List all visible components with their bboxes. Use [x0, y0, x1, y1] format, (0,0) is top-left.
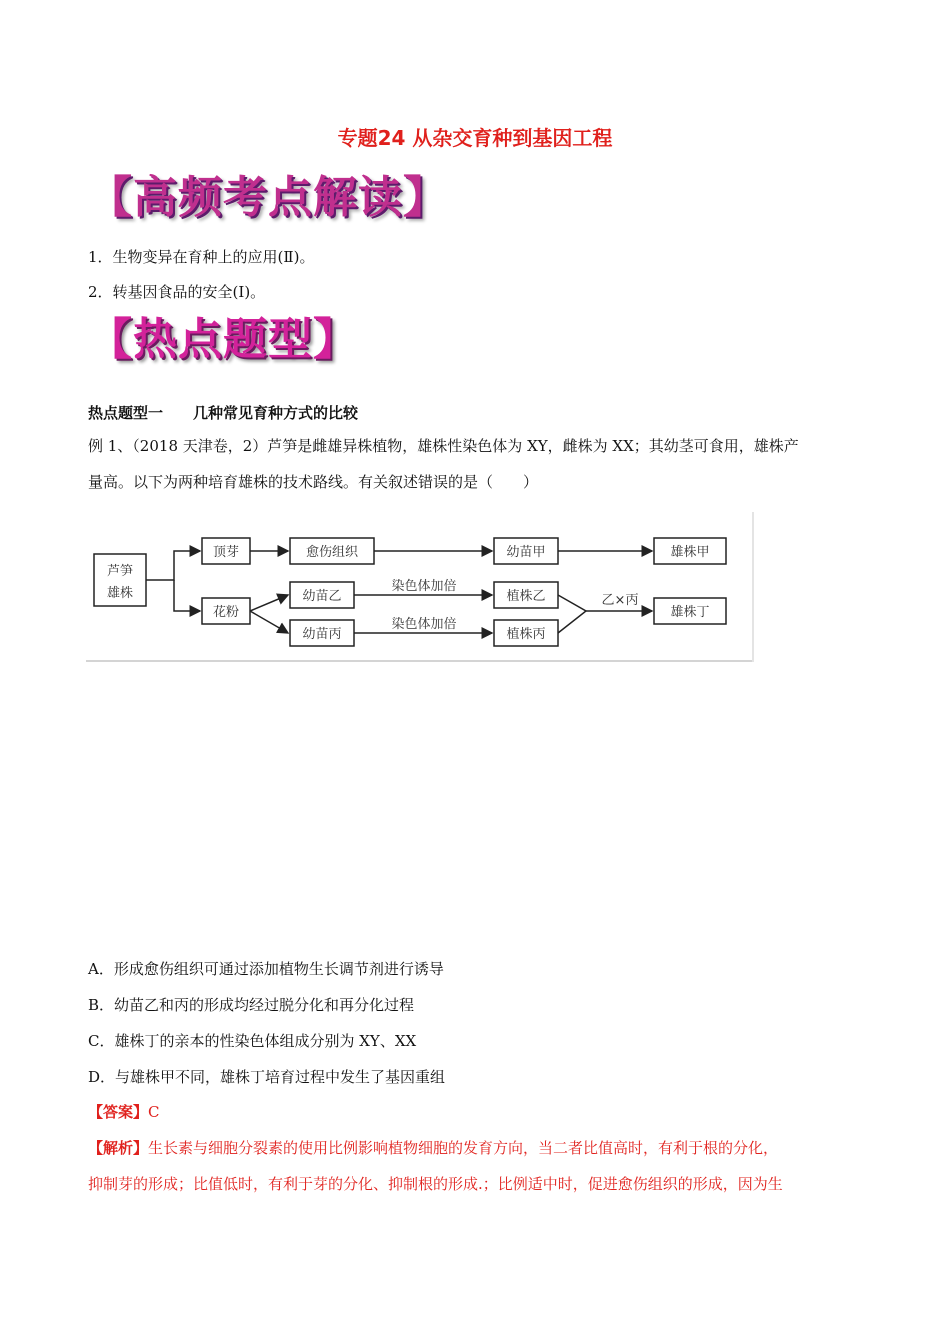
banner-redian-tixing: 【热点题型】	[88, 314, 358, 365]
option-d: D．与雄株甲不同，雄株丁培育过程中发生了基因重组	[88, 1068, 446, 1086]
label-dingya: 顶芽	[212, 545, 240, 560]
analysis-block	[88, 1130, 868, 1202]
diagram-right-border	[752, 512, 754, 662]
label-huafen: 花粉	[212, 605, 240, 620]
label-jiabei-2: 染色体加倍	[391, 617, 457, 632]
example-stem-line-1: 例 1、（2018 天津卷，2）芦笋是雌雄异株植物，雄株性染色体为 XY，雌株为 XX；其幼茎可食用，雄株产	[88, 437, 799, 455]
answer-row	[88, 1101, 160, 1123]
section-heading: 热点题型一 几种常见育种方式的比较	[88, 404, 359, 422]
label-zhizhu-yi: 植株乙	[506, 589, 546, 604]
label-cross: 乙×丙	[601, 593, 639, 608]
diagram-bottom-border	[86, 660, 754, 662]
page-title: 专题24 从杂交育种到基因工程	[337, 126, 613, 150]
label-youmiao-jia: 幼苗甲	[506, 545, 546, 560]
label-start-2: 雄株	[106, 586, 134, 601]
kaodian-item-1: 1．生物变异在育种上的应用(Ⅱ)。	[88, 248, 315, 266]
kaodian-item-2: 2．转基因食品的安全(Ⅰ)。	[88, 283, 266, 301]
answer-label: 【答案】	[88, 1103, 149, 1121]
option-b: B．幼苗乙和丙的形成均经过脱分化和再分化过程	[88, 996, 415, 1014]
label-youmiao-bing: 幼苗丙	[302, 627, 342, 642]
label-yushang: 愈伤组织	[305, 545, 359, 560]
label-start-1: 芦笋	[106, 564, 134, 579]
answer-value: C	[148, 1103, 160, 1121]
example-stem-line-2: 量高。以下为两种培育雄株的技术路线。有关叙述错误的是（ ）	[88, 473, 539, 491]
label-xiongzhu-jia: 雄株甲	[670, 545, 710, 560]
banner-gaopin-kaodian: 【高频考点解读】	[88, 172, 448, 223]
analysis-label: 【解析】	[88, 1139, 149, 1157]
option-a: A．形成愈伤组织可通过添加植物生长调节剂进行诱导	[88, 960, 444, 978]
option-c: C．雄株丁的亲本的性染色体组成分别为 XY、XX	[88, 1032, 417, 1050]
analysis-line-1: 生长素与细胞分裂素的使用比例影响植物细胞的发育方向，当二者比值高时，有利于根的分化，	[148, 1139, 779, 1157]
breeding-route-diagram	[86, 512, 754, 662]
label-zhizhu-bing: 植株丙	[506, 627, 546, 642]
label-jiabei-1: 染色体加倍	[391, 579, 457, 594]
label-youmiao-yi: 幼苗乙	[302, 589, 342, 604]
example-stem	[88, 428, 868, 500]
analysis-line-2: 抑制芽的形成；比值低时，有利于芽的分化、抑制根的形成.；比例适中时，促进愈伤组织的形成，因为生	[88, 1175, 783, 1193]
label-xiongzhu-ding: 雄株丁	[670, 605, 710, 620]
